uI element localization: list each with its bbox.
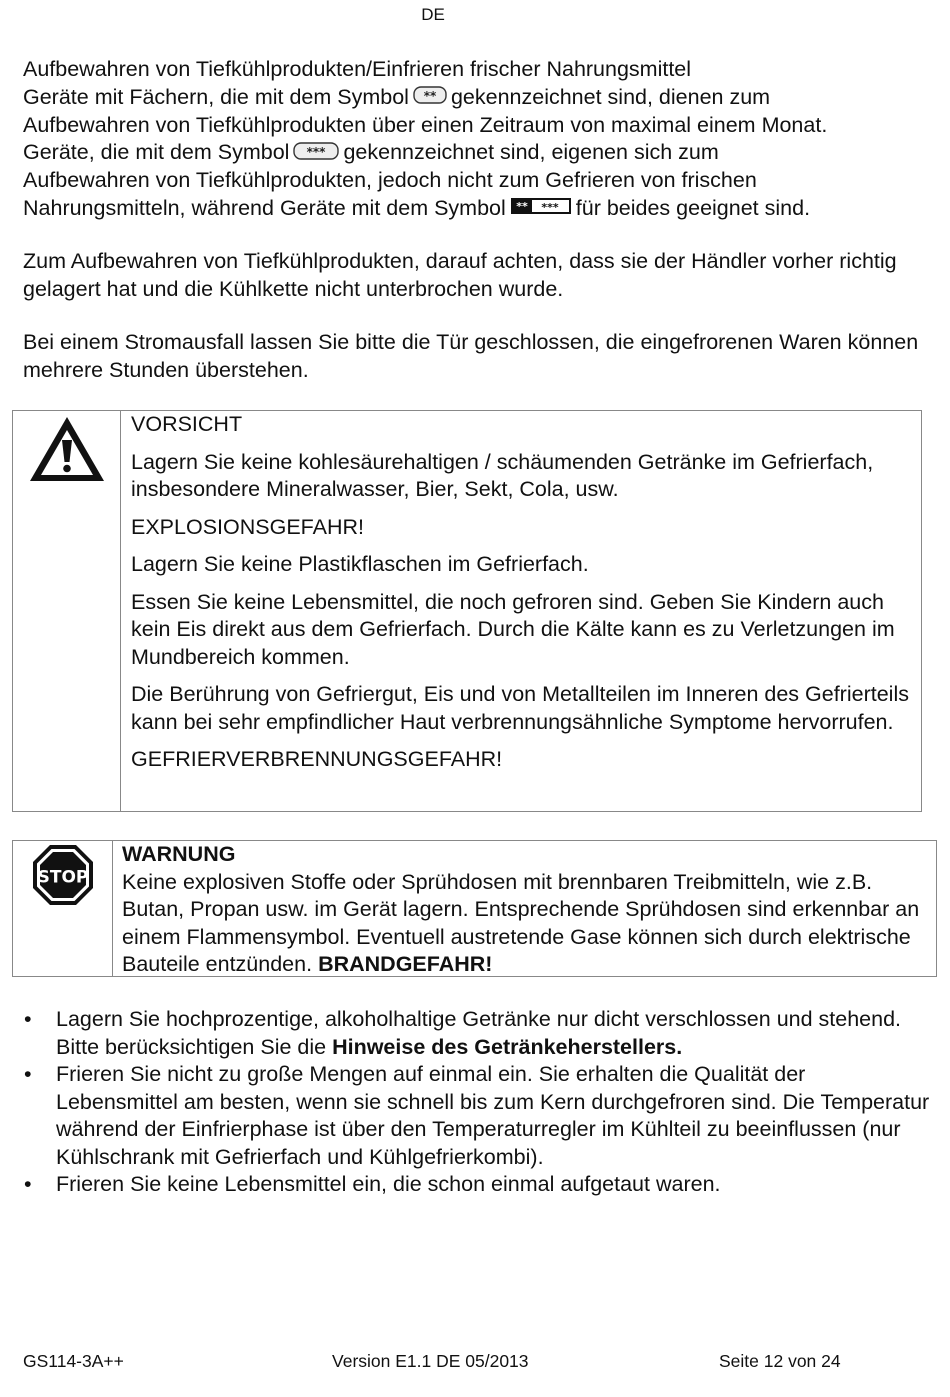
four-star-symbol-icon — [510, 195, 572, 223]
caution-title: VORSICHT — [131, 412, 243, 436]
intro-line-3: Geräte, die mit dem Symbol *** gekennzeichnet sind, eigenen sich zum — [23, 139, 928, 167]
svg-text:***: *** — [307, 144, 326, 159]
caution-item: GEFRIERVERBRENNUNGSGEFAHR! — [131, 747, 503, 771]
cold-chain-paragraph: Zum Aufbewahren von Tiefkühlprodukten, darauf achten, dass sie der Händler vorher richtig gelagert hat und die Kühlkette nicht unterbrochen wurde. — [23, 249, 897, 301]
three-star-symbol-icon — [293, 140, 339, 168]
caution-item: Lagern Sie keine Plastikflaschen im Gefrierfach. — [131, 552, 589, 576]
svg-text:***: *** — [541, 201, 559, 215]
list-item: • Frieren Sie keine Lebensmittel ein, die schon einmal aufgetaut waren. — [23, 1171, 933, 1199]
caution-item: Die Berührung von Gefriergut, Eis und von Metallteilen im Inneren des Gefrierteils kann bei sehr empfindlicher Haut verbrennungsähnliche Symptome hervorrufen. — [131, 682, 909, 734]
svg-text:STOP: STOP — [37, 867, 88, 888]
caution-item: Essen Sie keine Lebensmittel, die noch gefroren sind. Geben Sie Kindern auch kein Eis direkt aus dem Gefrierfach. Durch die Kälte kann es zu Verletzungen im Mundbereich kommen. — [131, 589, 895, 669]
intro-line-5: Nahrungsmitteln, während Geräte mit dem Symbol ** *** für beides geeignet sind. — [23, 195, 928, 223]
language-code: DE — [421, 5, 445, 24]
caution-item: Lagern Sie keine kohlesäurehaltigen / schäumenden Getränke im Gefrierfach, insbesondere Mineralwasser, Bier, Sekt, Cola, usw. — [131, 449, 874, 501]
warning-text: Keine explosiven Stoffe oder Sprühdosen mit brennbaren Treibmitteln, wie z.B. Butan, Propan usw. im Gerät lagern. Entsprechende Sprühdosen sind erkennbar an einem Flammensymbol. Eventuell austretende Gase können sich durch elektrische Bauteile entzünden. BRANDGEFAHR! — [122, 869, 920, 976]
caution-item: EXPLOSIONSGEFAHR! — [131, 514, 364, 539]
freezer-intro — [23, 56, 928, 223]
two-star-symbol-icon — [413, 84, 447, 112]
list-item: • Frieren Sie nicht zu große Mengen auf einmal ein. Sie erhalten die Qualität der Lebensmittel am besten, wenn sie schnell bis zum Kern durchgefroren sind. Die Temperatur während der Einfrierphase ist über den Temperaturregler im Kühlteil zu beeinflussen (nur Kühlschrank mit Gefrierfach und Kühlgefrierkombi). — [23, 1061, 933, 1171]
warning-triangle-icon — [26, 413, 108, 485]
caution-icon-cell — [13, 411, 121, 811]
caution-content — [121, 411, 921, 811]
list-item: • Lagern Sie hochprozentige, alkoholhaltige Getränke nur dicht verschlossen und stehend. Bitte berücksichtigen Sie die Hinweise des Getränkeherstellers. — [23, 1006, 933, 1061]
warning-icon-cell — [13, 841, 113, 976]
footer-page-number: Seite 12 von 24 — [719, 1351, 841, 1371]
intro-line-2: Aufbewahren von Tiefkühlprodukten über einen Zeitraum von maximal einem Monat. — [23, 112, 828, 137]
svg-text:**: ** — [516, 200, 528, 214]
safety-bullet-list — [23, 1006, 933, 1199]
warning-content — [113, 841, 936, 976]
svg-text:**: ** — [423, 89, 437, 104]
power-outage-paragraph: Bei einem Stromausfall lassen Sie bitte die Tür geschlossen, die eingefrorenen Waren können mehrere Stunden überstehen. — [23, 330, 919, 382]
warning-box — [12, 840, 937, 977]
footer-model: GS114-3A++ — [23, 1351, 124, 1371]
caution-box — [12, 410, 922, 812]
warning-title: WARNUNG — [122, 842, 236, 866]
intro-heading: Aufbewahren von Tiefkühlprodukten/Einfrieren frischer Nahrungsmittel — [23, 57, 692, 81]
stop-sign-icon — [31, 843, 95, 907]
intro-line-1: Geräte mit Fächern, die mit dem Symbol ** gekennzeichnet sind, dienen zum — [23, 84, 928, 112]
intro-line-4: Aufbewahren von Tiefkühlprodukten, jedoch nicht zum Gefrieren von frischen — [23, 168, 757, 193]
warning-emphasis: BRANDGEFAHR! — [318, 952, 493, 976]
footer-version: Version E1.1 DE 05/2013 — [332, 1351, 529, 1371]
